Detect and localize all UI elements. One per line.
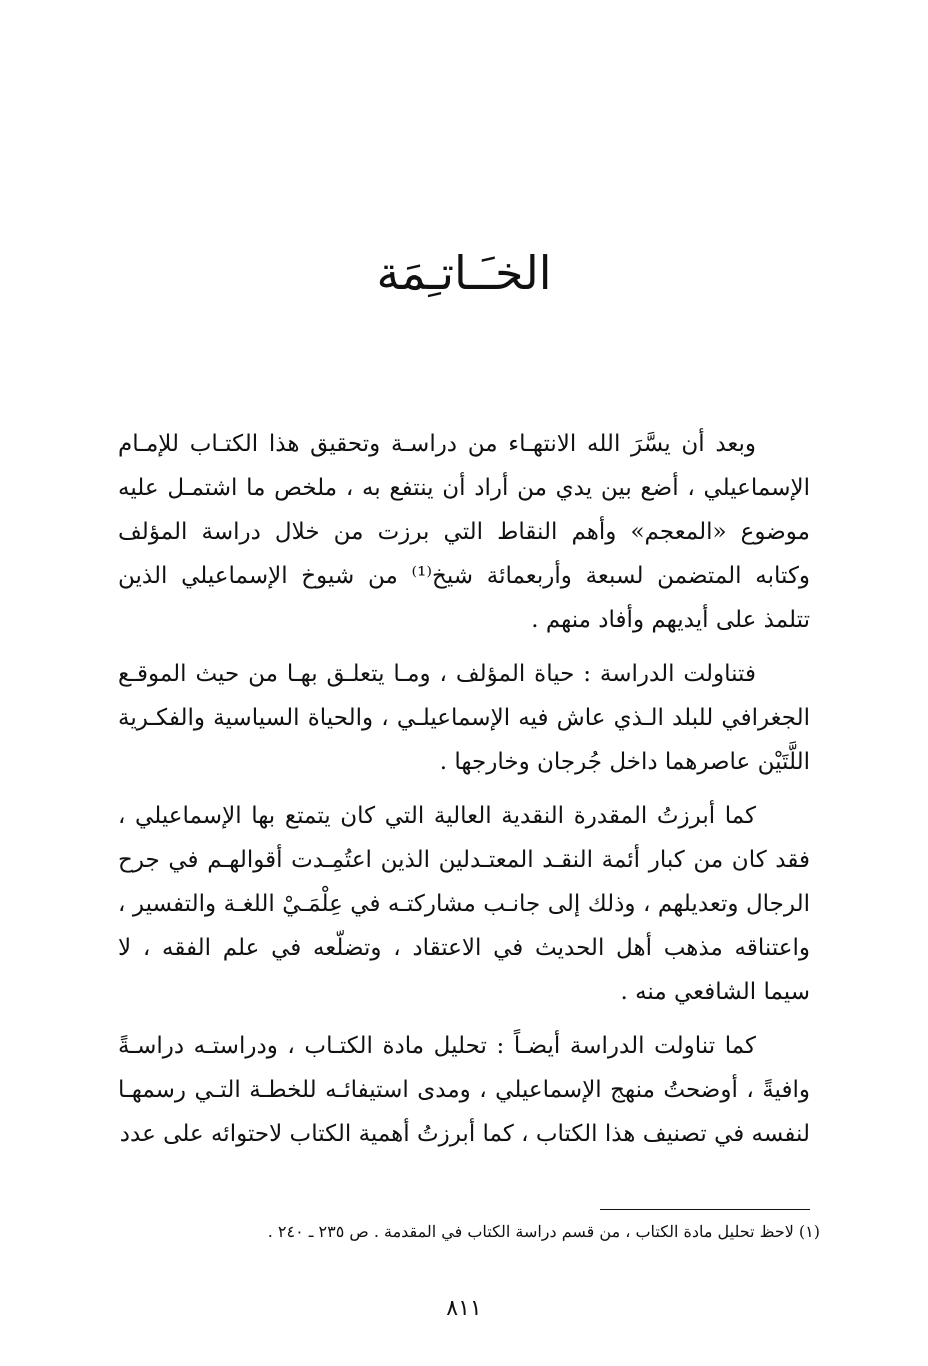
paragraph-4: كما تناولت الدراسة أيضـاً : تحليل مادة الكتـاب ، ودراستـه دراسـةً وافيةً ، أوضحتُ منهج الإسماعيلي ، ومدى استيفائـه للخطـة التـي رسمهـا لنفسه في تصنيف هذا الكتاب ، كما أبرزتُ أهمية الكتاب لاحتوائه على عدد (118, 1033, 810, 1147)
footnote: (١) لاحظ تحليل مادة الكتاب ، من قسم دراسة الكتاب في المقدمة . ص ٢٣٥ ـ ٢٤٠ . (267, 1222, 820, 1241)
chapter-title: الخـَـاتـِمَة (376, 246, 552, 300)
footnote-separator (600, 1209, 810, 1210)
page-number: ٨١١ (446, 1296, 482, 1321)
paragraph-1: وبعد أن يسَّرَ الله الانتهـاء من دراسـة وتحقيق هذا الكتـاب للإمـام الإسماعيلي ، أضع بين يدي من أراد أن ينتفع به ، ملخص ما اشتمـل عليه موضوع «المعجم» وأهم النقاط التي برزت من خلال دراسة المؤلف وكتابه المتضمن لسبعة وأربعمائة شيخ⁽¹⁾ من شيوخ الإسماعيلي الذين تتلمذ على أيديهم وأفاد منهم . (118, 431, 811, 633)
main-text (118, 422, 810, 1166)
paragraph-3: كما أبرزتُ المقدرة النقدية العالية التي كان يتمتع بها الإسماعيلي ، فقد كان من كبار أئمة النقـد المعتـدلين الذين اعتُمِـدت أقوالهـم في جرح الرجال وتعديلهم ، وذلك إلى جانـب مشاركتـه في عِلْمَـيْ اللغـة والتفسير ، واعتناقه مذهب أهل الحديث في الاعتقاد ، وتضلّعه في علم الفقه ، لا سيما الشافعي منه . (118, 803, 810, 1005)
paragraph-2: فتناولت الدراسة : حياة المؤلف ، ومـا يتعلـق بهـا من حيث الموقـع الجغرافي للبلد الـذي عاش فيه الإسماعيلـي ، والحياة السياسية والفكـرية اللَّتَيْن عاصرهما داخل جُرجان وخارجها . (118, 661, 810, 775)
